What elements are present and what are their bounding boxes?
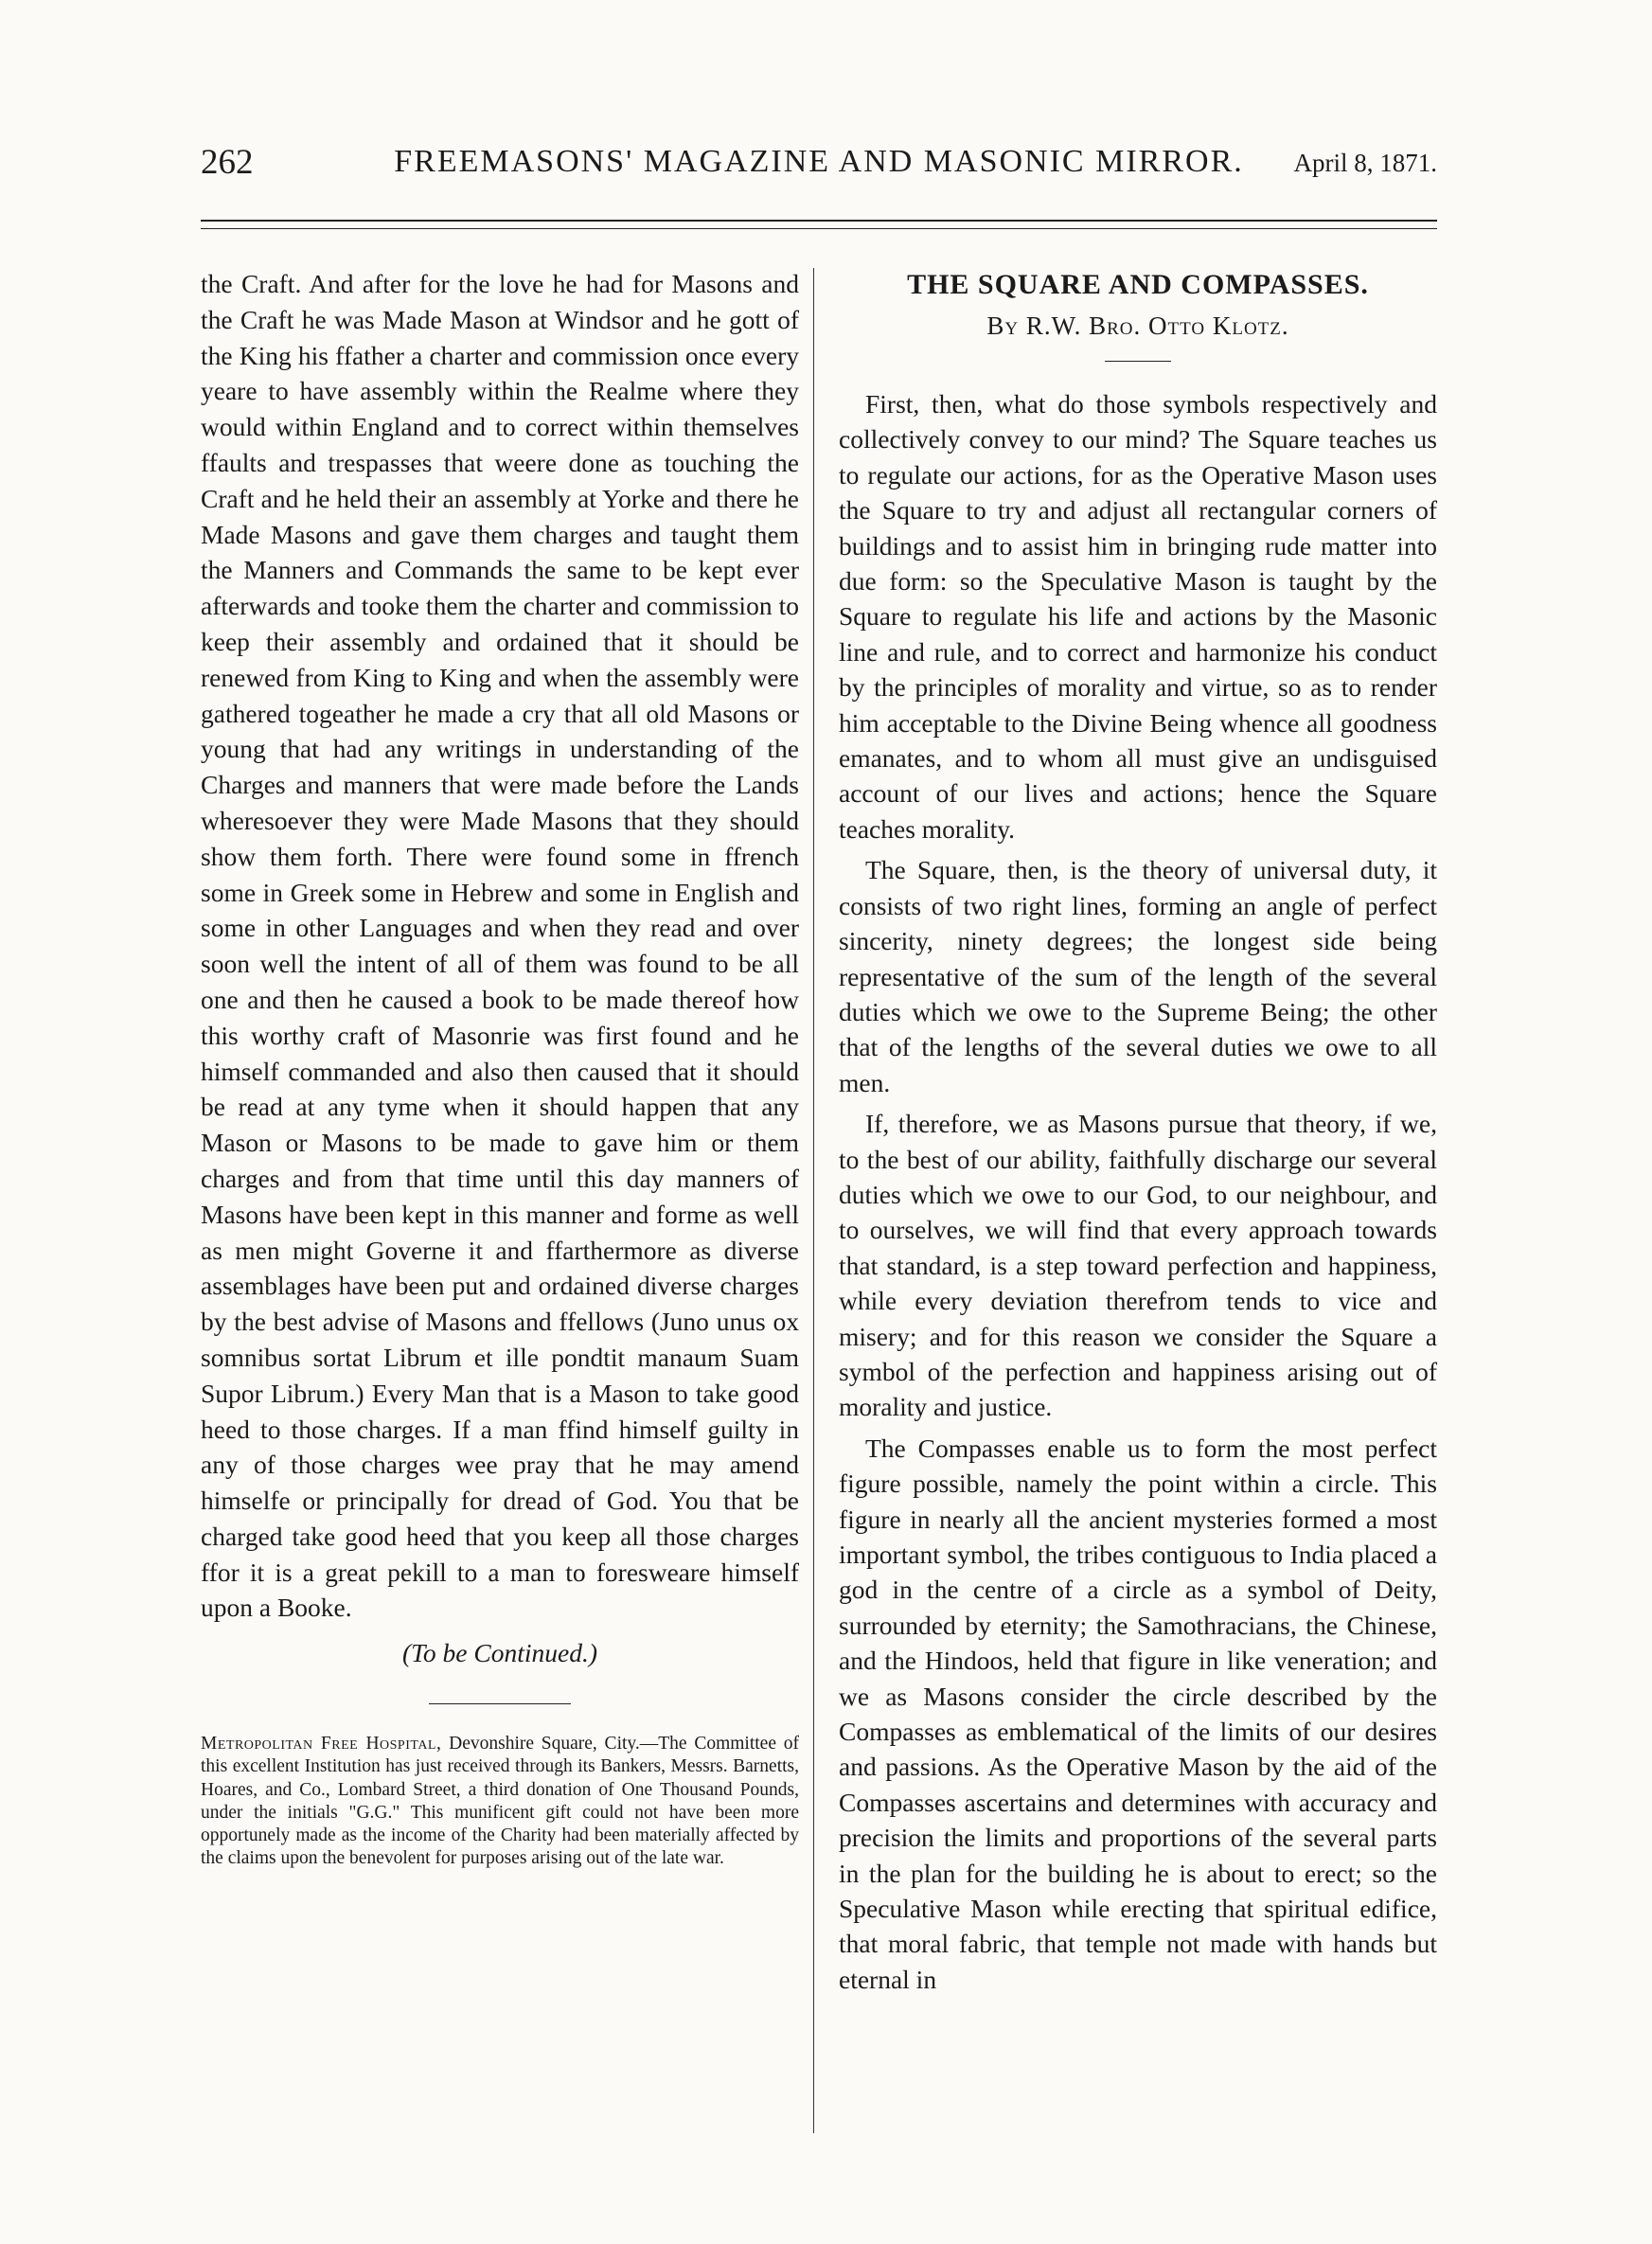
journal-title: FREEMASONS' MAGAZINE AND MASONIC MIRROR. [394, 144, 1244, 179]
continued-charter-text: the Craft. And after for the love he had for Masons and the Craft he was Made Mason at Windsor and he gott of the King his ffather a charter and commission once every yeare to have assembly within the Realme where they would within England and to correct within themselves ffaults and trespasses that weere done as touching the Craft and he held their an assembly at Yorke and there he Made Masons and gave them charges and taught them the Manners and Commands the same to be kept ever afterwards and tooke them the charter and commission to keep their assembly and ordained that it should be renewed from King to King and when the assembly were gathered togeather he made a cry that all old Masons or young that had any writings in understanding of the Charges and manners that were made before the Lands wheresoever they were Made Masons that they should show them forth. There were found some in ffrench some in Greek some in Hebrew and some in English and some in other Languages and when they read and over soon well the intent of all of them was found to be all one and then he caused a book to be made thereof how this worthy craft of Masonrie was first found and he himself commanded and also then caused that it should be read at any tyme when it should happen that any Mason or Masons to be made to gave him or them charges and from that time until this day manners of Masons have been kept in this manner and forme as well as men might Governe it and ffarthermore as diverse assemblages have been put and ordained diverse charges by the best advise of Masons and ffellows (Juno unus ox somnibus sortat Librum et ille pondtit manaum Suam Supor Librum.) Every Man that is a Mason to take good heed to those charges. If a man ffind himself guilty in any of those charges wee pray that he may amend himselfe or principally for dread of God. You that be charged take good heed that you keep all those charges ffor it is a great pekill to a man to foresweare himself upon a Booke. [201, 269, 799, 1623]
hospital-note-body: Devonshire Square, City.—The Committee of this excellent Institution has just received through its Bankers, Messrs. Barnetts, Hoares, and Co., Lombard Street, a third donation of One Thousand Pounds, under the initials "G.G." This munificent gift could not have been more opportunely made as the income of the Charity had been materially affected by the claims upon the benevolent for purposes arising out of the late war. [201, 1734, 799, 1869]
issue-date: April 8, 1871. [1293, 149, 1437, 177]
right-column [839, 266, 1437, 2003]
to-be-continued: (To be Continued.) [402, 1638, 597, 1668]
paragraph: First, then, what do those symbols respectively and collectively convey to our mind? The Square teaches us to regulate our actions, for as the Operative Mason uses the Square to try and adjust all rectangular corners of buildings and to assist him in bringing rude matter into due form: so the Speculative Mason is taught by the Square to regulate his life and actions by the Masonic line and rule, and to correct and harmonize his conduct by the principles of morality and virtue, so as to render him acceptable to the Divine Being whence all goodness emanates, and to whom all must give an undisguised account of our lives and actions; hence the Square teaches morality. [839, 389, 1437, 844]
column-divider [813, 268, 814, 2133]
article-byline: By R.W. Bro. Otto Klotz. [986, 312, 1289, 340]
title-divider [1105, 361, 1171, 362]
paragraph: The Compasses enable us to form the most perfect figure possible, namely the point within a circle. This figure in nearly all the ancient mysteries formed a most important symbol, the tribes contiguous to India placed a god in the centre of a circle as a symbol of Deity, surrounded by eternity; the Samothracians, the Chinese, and the Hindoos, held that figure in like veneration; and we as Masons consider the circle described by the Compasses as emblematical of the limits of our desires and passions. As the Operative Mason by the aid of the Compasses ascertains and determines with accuracy and precision the limits and proportions of the several parts in the plan for the building he is about to erect; so the Speculative Mason while erecting that spiritual edifice, that moral fabric, that temple not made with hands but eternal in [839, 1433, 1437, 1994]
page-number: 262 [201, 143, 254, 182]
note-divider [429, 1703, 571, 1704]
header-rule [201, 220, 1437, 222]
hospital-note-lead: Metropolitan Free Hospital, [201, 1734, 442, 1754]
article-title: THE SQUARE AND COMPASSES. [907, 269, 1369, 300]
paragraph: The Square, then, is the theory of universal duty, it consists of two right lines, forming an angle of perfect sincerity, ninety degrees; the longest side being representative of the sum of the length of the several duties which we owe to the Supreme Being; the other that of the lengths of the several duties we owe to all men. [839, 855, 1437, 1097]
running-head [201, 140, 1437, 191]
paragraph: If, therefore, we as Masons pursue that theory, if we, to the best of our ability, faithfully discharge our several duties which we owe to our God, to our neighbour, and to ourselves, we will find that every approach towards that standard, is a step toward perfection and happiness, while every deviation therefrom tends to vice and misery; and for this reason we consider the Square a symbol of the perfection and happiness arising out of morality and justice. [839, 1109, 1437, 1422]
left-column [201, 266, 799, 1871]
header-rule-thin [201, 228, 1437, 229]
hospital-note [201, 1733, 799, 1870]
